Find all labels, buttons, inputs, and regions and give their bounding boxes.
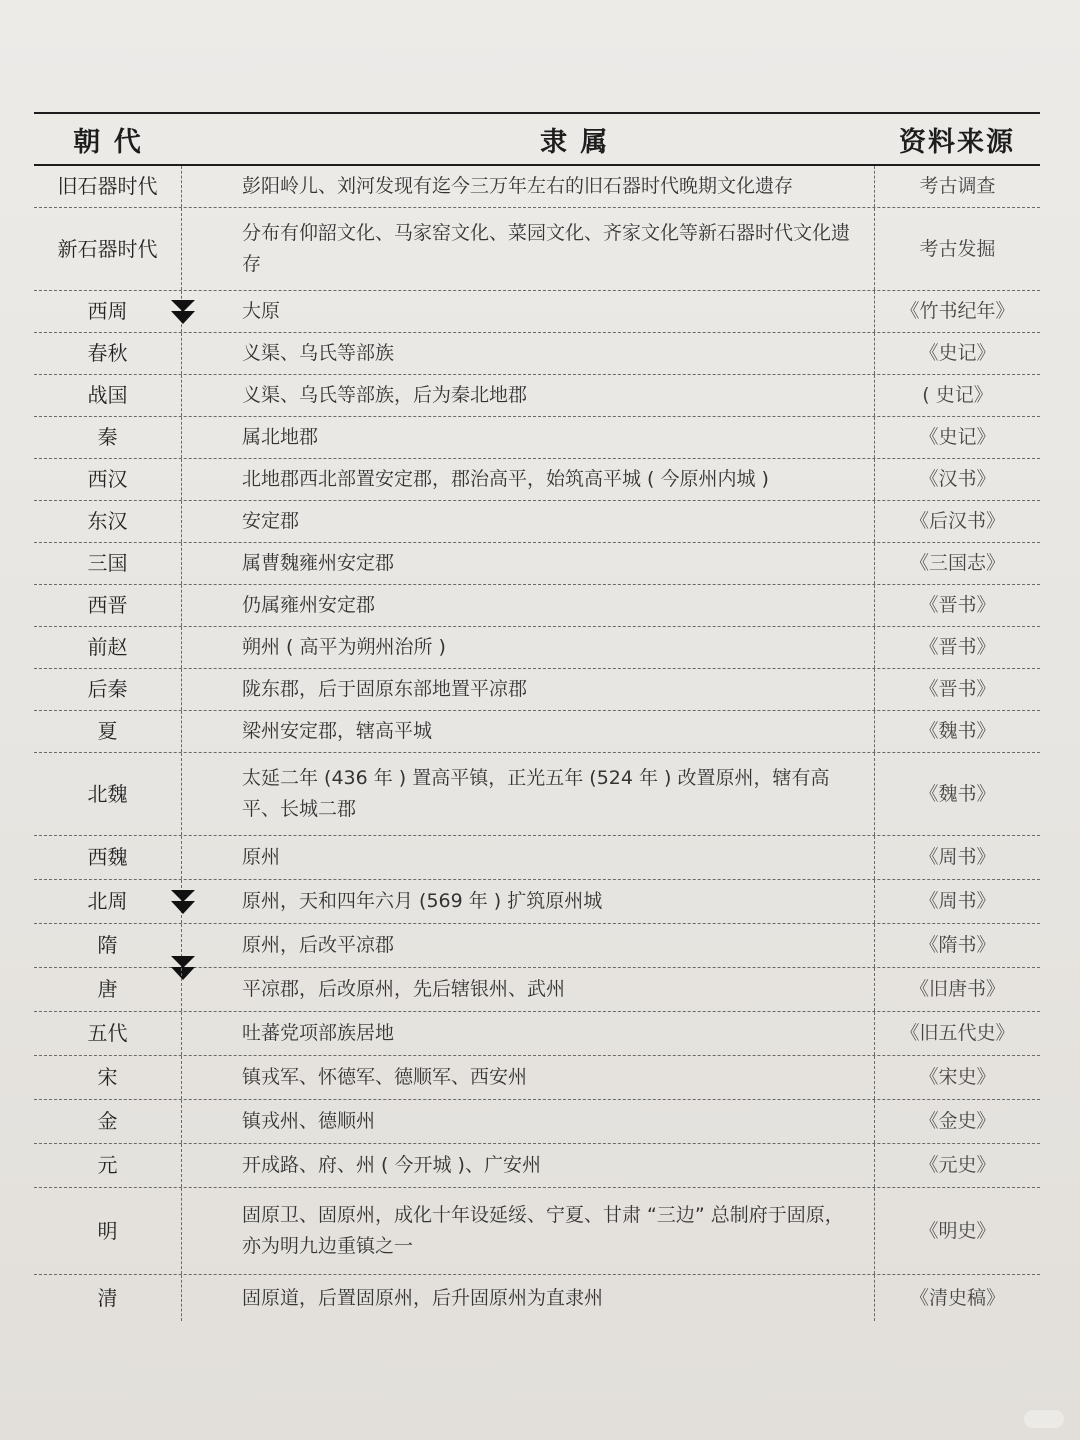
belong-cell: 安定郡: [242, 510, 300, 532]
belong-cell: 彭阳岭儿、刘河发现有迄今三万年左右的旧石器时代晚期文化遗存: [242, 175, 794, 197]
double-arrow-icon: [170, 298, 196, 326]
belong-cell: 开成路、府、州 ( 今开城 )、广安州: [242, 1154, 541, 1176]
table-row: [34, 836, 1040, 880]
dynasty-cell: 宋: [34, 1056, 182, 1099]
dynasty-cell: 新石器时代: [34, 208, 182, 290]
table-header: [34, 114, 1040, 164]
dynasty-cell: 清: [34, 1275, 182, 1321]
header-source: 资料来源: [899, 126, 1015, 158]
dynasty-cell: 西晋: [34, 585, 182, 626]
belong-cell: 仍属雍州安定郡: [242, 594, 376, 616]
header-belong: 隶 属: [540, 126, 610, 158]
header-dynasty: 朝 代: [73, 126, 143, 158]
belong-cell: 固原道，后置固原州，后升固原州为直隶州: [242, 1286, 604, 1309]
dynasty-cell: 北魏: [34, 753, 182, 835]
belong-cell: 分布有仰韶文化、马家窑文化、菜园文化、齐家文化等新石器时代文化遗存: [242, 222, 851, 275]
dynasty-cell: 战国: [34, 375, 182, 416]
source-cell: 《周书》: [874, 836, 1040, 879]
dynasty-cell: 五代: [34, 1012, 182, 1055]
belong-cell: 原州，后改平凉郡: [242, 934, 395, 956]
source-cell: 《后汉书》: [874, 501, 1040, 542]
belong-cell: 陇东郡，后于固原东部地置平凉郡: [242, 678, 528, 700]
source-cell: 考古发掘: [874, 208, 1040, 290]
table-row: [34, 968, 1040, 1012]
belong-cell: 吐蕃党项部族居地: [242, 1022, 395, 1044]
source-cell: 《魏书》: [874, 711, 1040, 752]
table-row: [34, 166, 1040, 208]
source-cell: 《清史稿》: [874, 1275, 1040, 1321]
belong-cell: 太延二年 (436 年 ) 置高平镇，正光五年 (524 年 ) 改置原州，辖有高平、长城二郡: [242, 767, 830, 820]
dynasty-cell: 北周: [34, 880, 182, 923]
table-row: [34, 208, 1040, 291]
source-cell: 《史记》: [874, 417, 1040, 458]
source-cell: 《旧唐书》: [874, 968, 1040, 1011]
dynasty-table: [34, 112, 1040, 1321]
table-row: [34, 501, 1040, 543]
belong-cell: 原州，天和四年六月 (569 年 ) 扩筑原州城: [242, 890, 603, 912]
table-row: [34, 1012, 1040, 1056]
table-row: [34, 417, 1040, 459]
source-cell: 《元史》: [874, 1144, 1040, 1187]
table-row: [34, 1056, 1040, 1100]
source-cell: ( 史记》: [874, 375, 1040, 416]
table-row: [34, 627, 1040, 669]
dynasty-cell: 前赵: [34, 627, 182, 668]
table-row: [34, 333, 1040, 375]
table-body: [34, 166, 1040, 1321]
belong-cell: 北地郡西北部置安定郡，郡治高平，始筑高平城 ( 今原州内城 ): [242, 468, 769, 490]
dynasty-cell: 春秋: [34, 333, 182, 374]
dynasty-cell: 东汉: [34, 501, 182, 542]
belong-cell: 固原卫、固原州，成化十年设延绥、宁夏、甘肃 “三边” 总制府于固原，亦为明九边重镇之一: [242, 1204, 844, 1257]
dynasty-cell: 三国: [34, 543, 182, 584]
table-row: [34, 880, 1040, 924]
table-row: [34, 459, 1040, 501]
table-row: [34, 924, 1040, 968]
belong-cell: 镇戎州、德顺州: [242, 1110, 376, 1132]
belong-cell: 属北地郡: [242, 426, 319, 448]
dynasty-cell: 西魏: [34, 836, 182, 879]
source-cell: 《魏书》: [874, 753, 1040, 835]
dynasty-cell: 隋: [34, 924, 182, 967]
table-row: [34, 1100, 1040, 1144]
belong-cell: 原州: [242, 846, 281, 868]
dynasty-cell: 后秦: [34, 669, 182, 710]
source-cell: 《旧五代史》: [874, 1012, 1040, 1055]
watermark-badge: [1024, 1410, 1064, 1428]
table-row: [34, 753, 1040, 836]
source-cell: 《周书》: [874, 880, 1040, 923]
dynasty-cell: 夏: [34, 711, 182, 752]
source-cell: 《汉书》: [874, 459, 1040, 500]
belong-cell: 属曹魏雍州安定郡: [242, 552, 395, 574]
dynasty-cell: 金: [34, 1100, 182, 1143]
source-cell: 《宋史》: [874, 1056, 1040, 1099]
source-cell: 《晋书》: [874, 669, 1040, 710]
table-row: [34, 711, 1040, 753]
source-cell: 《三国志》: [874, 543, 1040, 584]
table-row: [34, 1188, 1040, 1275]
table-row: [34, 375, 1040, 417]
dynasty-cell: 元: [34, 1144, 182, 1187]
belong-cell: 大原: [242, 300, 281, 322]
source-cell: 考古调查: [874, 166, 1040, 207]
dynasty-cell: 西汉: [34, 459, 182, 500]
table-row: [34, 585, 1040, 627]
dynasty-cell: 明: [34, 1188, 182, 1274]
dynasty-cell: 唐: [34, 968, 182, 1011]
source-cell: 《晋书》: [874, 585, 1040, 626]
belong-cell: 平凉郡，后改原州，先后辖银州、武州: [242, 978, 566, 1000]
belong-cell: 义渠、乌氏等部族: [242, 342, 395, 364]
table-row: [34, 1275, 1040, 1321]
source-cell: 《史记》: [874, 333, 1040, 374]
source-cell: 《明史》: [874, 1188, 1040, 1274]
dynasty-cell: 旧石器时代: [34, 166, 182, 207]
table-row: [34, 543, 1040, 585]
dynasty-cell: 秦: [34, 417, 182, 458]
belong-cell: 梁州安定郡，辖高平城: [242, 720, 433, 742]
belong-cell: 义渠、乌氏等部族，后为秦北地郡: [242, 384, 528, 406]
source-cell: 《金史》: [874, 1100, 1040, 1143]
table-row: [34, 669, 1040, 711]
source-cell: 《竹书纪年》: [874, 291, 1040, 332]
belong-cell: 朔州 ( 高平为朔州治所 ): [242, 636, 446, 658]
belong-cell: 镇戎军、怀德军、德顺军、西安州: [242, 1066, 528, 1088]
double-arrow-icon: [170, 888, 196, 916]
source-cell: 《隋书》: [874, 924, 1040, 967]
dynasty-cell: 西周: [34, 291, 182, 332]
source-cell: 《晋书》: [874, 627, 1040, 668]
table-row: [34, 291, 1040, 333]
table-row: [34, 1144, 1040, 1188]
